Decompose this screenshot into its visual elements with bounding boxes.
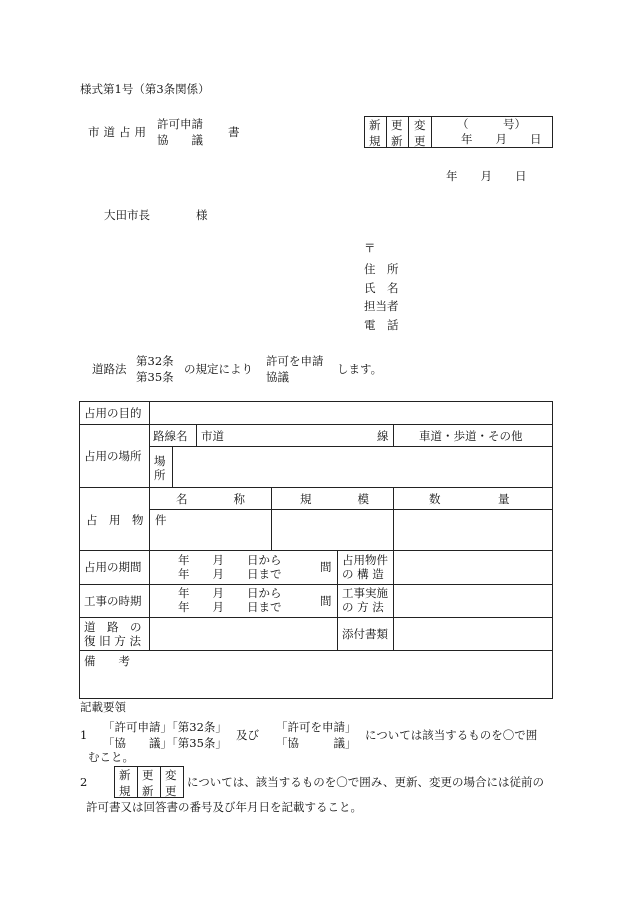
purpose-label: 占用の目的	[84, 406, 142, 420]
title-suffix: 書	[228, 125, 240, 139]
attached-docs-label: 添付書類	[342, 627, 388, 641]
title-prefix: 市道占用	[88, 125, 150, 139]
note-1-quote-2: 「許可を申請」 「協 議」	[276, 720, 357, 750]
note-2-renewal-box	[114, 766, 184, 798]
period-label: 占用の期間	[84, 560, 142, 574]
form-number: 様式第1号（第3条関係）	[80, 82, 210, 96]
col-quantity-header: 数 量	[429, 492, 510, 506]
note-1-continued: むこと。	[88, 750, 134, 764]
place-label: 占用の場所	[84, 449, 142, 463]
previous-permit-number[interactable]: （ 号）	[457, 117, 526, 131]
renewal-change-mark[interactable]: 変 更	[414, 118, 426, 148]
note-2-new-mark: 新 規	[119, 768, 131, 798]
note-2-text: については、該当するものを〇で囲み、更新、変更の場合には従前の	[187, 775, 544, 789]
road-type-options[interactable]: 車道・歩道・その他	[419, 429, 523, 443]
note-1-number: 1	[80, 728, 88, 742]
statement-mid: の規定により	[184, 362, 253, 376]
note-2-renew-mark: 更 新	[142, 768, 154, 798]
remarks-label: 備 考	[84, 654, 130, 668]
work-method-label: 工事実施 の 方 法	[342, 586, 388, 614]
statement-articles: 第32条 第35条	[136, 354, 174, 384]
period-dates[interactable]: 年 月 日から 年 月 日まで	[178, 553, 282, 581]
route-name-label: 路線名	[153, 429, 188, 443]
renewal-renew-mark[interactable]: 更 新	[391, 118, 403, 148]
object-name-field[interactable]	[154, 513, 266, 547]
name-label: 氏 名	[364, 281, 399, 295]
application-table	[79, 401, 553, 699]
work-between: 間	[320, 594, 332, 608]
title-choice	[157, 116, 217, 148]
postal-code-label: 〒	[364, 241, 376, 255]
object-quantity-field[interactable]	[398, 513, 546, 547]
statement-law: 道路法	[92, 362, 127, 376]
note-2-change-mark: 変 更	[165, 768, 177, 798]
structure-field[interactable]	[398, 553, 546, 581]
previous-permit-date[interactable]: 年 月 日	[461, 132, 542, 146]
notes-heading: 記載要領	[80, 700, 126, 714]
restoration-field[interactable]	[154, 620, 332, 648]
title-choice-permit: 許可申請	[157, 117, 203, 131]
title-choice-consult: 協 議	[157, 133, 203, 147]
attached-docs-field[interactable]	[398, 620, 546, 648]
city-road-label: 市道	[201, 429, 224, 443]
honorific: 様	[196, 208, 208, 222]
renewal-new-mark[interactable]: 新 規	[369, 118, 381, 148]
remarks-field[interactable]	[154, 654, 546, 694]
note-2-continued: 許可書又は回答書の番号及び年月日を記載すること。	[86, 800, 362, 814]
location-field[interactable]	[177, 449, 547, 483]
work-method-field[interactable]	[398, 586, 546, 614]
restoration-label: 道 路 の 復 旧 方 法	[84, 620, 142, 648]
application-date[interactable]: 年 月 日	[446, 169, 527, 183]
objects-label: 占 用 物 件	[86, 513, 167, 527]
location-label: 場 所	[154, 454, 166, 482]
structure-label: 占用物件 の 構 造	[342, 553, 388, 581]
addressee: 大田市長	[104, 208, 150, 222]
col-name-header: 名 称	[176, 492, 245, 506]
work-dates[interactable]: 年 月 日から 年 月 日まで	[178, 586, 282, 614]
note-1-quote-1: 「許可申請」「第32条」 「協 議」「第35条」	[103, 720, 227, 750]
contact-person-label: 担当者	[364, 299, 399, 313]
object-scale-field[interactable]	[276, 513, 388, 547]
renewal-box	[364, 116, 553, 148]
phone-label: 電 話	[364, 318, 399, 332]
statement-end: します。	[337, 362, 383, 376]
purpose-field[interactable]	[154, 404, 546, 422]
period-between: 間	[320, 560, 332, 574]
work-time-label: 工事の時期	[84, 594, 142, 608]
note-1-text: については該当するものを〇で囲	[365, 728, 538, 742]
col-scale-header: 規 模	[300, 492, 369, 506]
statement-request: 許可を申請 協議	[266, 354, 324, 384]
line-label: 線	[377, 429, 389, 443]
note-1-and: 及び	[236, 728, 259, 742]
address-label: 住 所	[364, 262, 399, 276]
note-2-number: 2	[80, 775, 88, 789]
